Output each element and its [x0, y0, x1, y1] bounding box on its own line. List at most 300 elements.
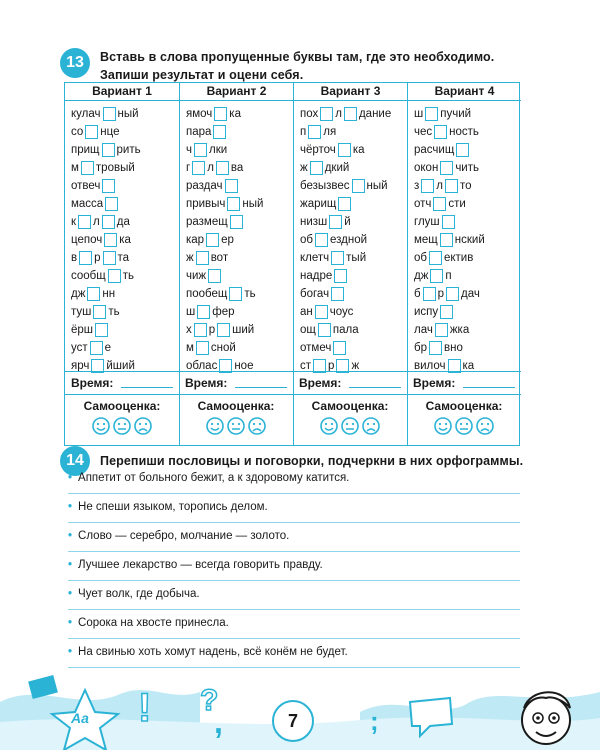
writing-line[interactable] — [68, 580, 520, 581]
word-fragment: ш — [186, 306, 196, 318]
word-fragment: в — [71, 252, 78, 264]
time-label: Время: — [71, 376, 114, 390]
word-fragment: дкий — [324, 162, 350, 174]
word-item — [186, 321, 293, 339]
word-item — [414, 159, 521, 177]
word-fragment: вот — [210, 252, 229, 264]
smiley-faces — [407, 417, 521, 435]
word-fragment: ж — [186, 252, 194, 264]
proverb-text: Чует волк, где добыча. — [78, 588, 200, 600]
time-input-line[interactable] — [349, 378, 401, 388]
letter-box[interactable] — [81, 161, 94, 175]
word-item — [414, 195, 521, 213]
time-row — [407, 371, 521, 395]
word-fragment: цепоч — [71, 234, 103, 246]
word-fragment: дж — [414, 270, 429, 282]
time-label: Время: — [413, 376, 456, 390]
word-fragment: п — [300, 126, 307, 138]
word-fragment: то — [460, 180, 472, 192]
word-fragment: дание — [358, 108, 392, 120]
neutral-face-icon[interactable] — [455, 417, 473, 435]
smiley-faces — [65, 417, 179, 435]
word-fragment: ть — [108, 306, 120, 318]
word-fragment: жарищ — [300, 198, 337, 210]
letter-box[interactable] — [104, 233, 117, 247]
time-input-line[interactable] — [463, 378, 515, 388]
writing-line[interactable] — [68, 609, 520, 610]
time-row — [293, 371, 407, 395]
letter-box[interactable] — [230, 215, 243, 229]
letter-box[interactable] — [229, 287, 242, 301]
time-row — [65, 371, 179, 395]
word-fragment: испу — [414, 306, 439, 318]
word-fragment: сной — [210, 342, 236, 354]
word-fragment: ч — [186, 144, 192, 156]
word-item — [186, 303, 293, 321]
word-item — [186, 105, 293, 123]
word-item — [186, 159, 293, 177]
task-13-line-1: Вставь в слова пропущенные буквы там, где это необходимо. — [100, 50, 495, 64]
word-fragment: тый — [346, 252, 367, 264]
word-fragment: ля — [323, 126, 337, 138]
word-item — [300, 159, 407, 177]
proverb-item — [68, 617, 229, 629]
word-fragment: об — [300, 234, 313, 246]
letter-box[interactable] — [318, 323, 331, 337]
word-item — [414, 249, 521, 267]
letter-box[interactable] — [434, 125, 447, 139]
word-fragment: уст — [71, 342, 88, 354]
word-fragment: ть — [244, 288, 256, 300]
smiley-faces — [293, 417, 407, 435]
page-number: 7 — [272, 700, 314, 742]
proverb-text: Сорока на хвосте принесла. — [78, 617, 229, 629]
word-fragment: ж — [300, 162, 308, 174]
word-fragment: безызвес — [300, 180, 350, 192]
word-item — [300, 105, 407, 123]
word-fragment: ный — [366, 180, 388, 192]
time-label: Время: — [299, 376, 342, 390]
letter-box[interactable] — [315, 305, 328, 319]
word-item — [300, 213, 407, 231]
bullet-icon: • — [68, 501, 73, 513]
letter-box[interactable] — [440, 305, 453, 319]
word-item — [414, 231, 521, 249]
word-item — [414, 123, 521, 141]
bullet-icon: • — [68, 588, 73, 600]
letter-box[interactable] — [331, 287, 344, 301]
word-item — [71, 177, 179, 195]
word-item — [414, 303, 521, 321]
word-fragment: нце — [100, 126, 120, 138]
word-fragment: ощ — [300, 324, 316, 336]
word-fragment: бр — [414, 342, 427, 354]
word-fragment: вилоч — [414, 360, 446, 372]
letter-box[interactable] — [192, 161, 205, 175]
word-item — [71, 249, 179, 267]
letter-box[interactable] — [213, 125, 226, 139]
word-fragment: об — [414, 252, 427, 264]
word-item — [300, 123, 407, 141]
word-fragment: г — [186, 162, 191, 174]
letter-box[interactable] — [456, 143, 469, 157]
word-fragment: ездной — [329, 234, 368, 246]
letter-box[interactable] — [102, 215, 115, 229]
self-assessment — [407, 399, 521, 435]
word-fragment: та — [117, 252, 130, 264]
word-item — [71, 231, 179, 249]
word-list — [180, 101, 293, 375]
letter-box[interactable] — [87, 287, 100, 301]
letter-box[interactable] — [425, 107, 438, 121]
variant-title: Вариант 3 — [294, 83, 407, 101]
word-fragment: х — [186, 324, 192, 336]
letter-box[interactable] — [78, 215, 91, 229]
letter-box[interactable] — [423, 287, 436, 301]
word-fragment: ший — [232, 324, 255, 336]
self-assessment — [65, 399, 179, 435]
bullet-icon: • — [68, 530, 73, 542]
neutral-face-icon[interactable] — [227, 417, 245, 435]
proverb-text: Слово — серебро, молчание — золото. — [78, 530, 290, 542]
word-fragment: нский — [454, 234, 485, 246]
writing-line[interactable] — [68, 667, 520, 668]
footer-semicolon: ; — [370, 706, 379, 736]
time-input-line[interactable] — [235, 378, 287, 388]
word-item — [186, 249, 293, 267]
word-item — [300, 285, 407, 303]
word-item — [186, 123, 293, 141]
word-fragment: окон — [414, 162, 439, 174]
time-label: Время: — [185, 376, 228, 390]
happy-face-icon[interactable] — [320, 417, 338, 435]
letter-box[interactable] — [308, 125, 321, 139]
letter-box[interactable] — [90, 341, 103, 355]
word-fragment: лач — [414, 324, 433, 336]
letter-box[interactable] — [315, 233, 328, 247]
word-item — [71, 141, 179, 159]
word-fragment: ярч — [71, 360, 90, 372]
bullet-icon: • — [68, 646, 73, 658]
word-fragment: отч — [414, 198, 432, 210]
neutral-face-icon[interactable] — [341, 417, 359, 435]
writing-line[interactable] — [68, 522, 520, 523]
word-fragment: отмеч — [300, 342, 332, 354]
word-fragment: р — [328, 360, 335, 372]
letter-box[interactable] — [108, 269, 121, 283]
word-item — [186, 231, 293, 249]
word-fragment: фер — [212, 306, 235, 318]
word-item — [71, 321, 179, 339]
letter-box[interactable] — [225, 179, 238, 193]
word-fragment: л — [207, 162, 214, 174]
letter-box[interactable] — [103, 251, 116, 265]
proverb-item — [68, 501, 268, 513]
letter-box[interactable] — [102, 179, 115, 193]
letter-box[interactable] — [214, 107, 227, 121]
letter-box[interactable] — [338, 197, 351, 211]
happy-face-icon[interactable] — [434, 417, 452, 435]
word-fragment: мещ — [414, 234, 438, 246]
word-fragment: р — [94, 252, 101, 264]
letter-box[interactable] — [194, 143, 207, 157]
word-fragment: к — [71, 216, 77, 228]
letter-box[interactable] — [217, 323, 230, 337]
word-fragment: й — [344, 216, 351, 228]
self-assessment-label: Самооценка: — [83, 399, 161, 413]
word-fragment: ер — [221, 234, 234, 246]
word-item — [71, 195, 179, 213]
word-fragment: расчищ — [414, 144, 455, 156]
letter-box[interactable] — [196, 341, 209, 355]
letter-box[interactable] — [445, 179, 458, 193]
word-fragment: привыч — [186, 198, 226, 210]
letter-box[interactable] — [329, 215, 342, 229]
letter-box[interactable] — [206, 233, 219, 247]
word-fragment: пала — [332, 324, 359, 336]
writing-line[interactable] — [68, 551, 520, 552]
letter-box[interactable] — [197, 305, 210, 319]
word-fragment: ть — [122, 270, 134, 282]
word-fragment: л — [436, 180, 443, 192]
word-item — [71, 285, 179, 303]
word-item — [71, 339, 179, 357]
word-fragment: ш — [414, 108, 424, 120]
letter-box[interactable] — [433, 197, 446, 211]
letter-box[interactable] — [430, 269, 443, 283]
word-fragment: лки — [209, 144, 228, 156]
word-item — [186, 195, 293, 213]
word-fragment: клетч — [300, 252, 330, 264]
bullet-icon: • — [68, 617, 73, 629]
word-list — [65, 101, 179, 375]
letter-box[interactable] — [338, 143, 351, 157]
proverb-text: На свинью хоть хомут надень, всё конём не будет. — [78, 646, 348, 658]
letter-box[interactable] — [446, 287, 459, 301]
word-fragment: йший — [106, 360, 135, 372]
task-13-line-2: Запиши результат и оцени себя. — [100, 68, 304, 82]
sad-face-icon[interactable] — [476, 417, 494, 435]
word-fragment: п — [445, 270, 452, 282]
word-fragment: л — [93, 216, 100, 228]
word-fragment: дач — [461, 288, 480, 300]
bullet-icon: • — [68, 472, 73, 484]
word-fragment: глуш — [414, 216, 440, 228]
word-fragment: пох — [300, 108, 319, 120]
variant-title: Вариант 4 — [408, 83, 521, 101]
variants-table — [64, 82, 520, 446]
word-item — [414, 177, 521, 195]
word-fragment: ва — [230, 162, 244, 174]
bullet-icon: • — [68, 559, 73, 571]
word-fragment: чиж — [186, 270, 207, 282]
word-item — [300, 267, 407, 285]
happy-face-icon[interactable] — [206, 417, 224, 435]
word-fragment: ка — [462, 360, 475, 372]
letter-box[interactable] — [344, 107, 357, 121]
happy-face-icon[interactable] — [92, 417, 110, 435]
proverb-text: Аппетит от больного бежит, а к здоровому катится. — [78, 472, 350, 484]
letter-box[interactable] — [227, 197, 240, 211]
letter-box[interactable] — [95, 323, 108, 337]
word-fragment: дж — [71, 288, 86, 300]
sad-face-icon[interactable] — [248, 417, 266, 435]
word-item — [71, 267, 179, 285]
word-fragment: туш — [71, 306, 92, 318]
letter-box[interactable] — [429, 251, 442, 265]
word-item — [414, 105, 521, 123]
letter-box[interactable] — [103, 107, 116, 121]
word-fragment: пообещ — [186, 288, 228, 300]
word-fragment: ность — [449, 126, 479, 138]
word-item — [71, 105, 179, 123]
word-fragment: м — [186, 342, 194, 354]
word-item — [186, 285, 293, 303]
word-item — [71, 123, 179, 141]
task-13-instructions — [100, 48, 494, 84]
word-item — [300, 141, 407, 159]
word-fragment: раздач — [186, 180, 223, 192]
time-input-line[interactable] — [121, 378, 173, 388]
proverb-item — [68, 559, 323, 571]
word-item — [186, 339, 293, 357]
self-assessment — [293, 399, 407, 435]
word-fragment: тровый — [95, 162, 135, 174]
letter-box[interactable] — [79, 251, 92, 265]
word-item — [186, 141, 293, 159]
letter-box[interactable] — [435, 323, 448, 337]
proverb-text: Не спеши языком, торопись делом. — [78, 501, 268, 513]
letter-box[interactable] — [196, 251, 209, 265]
word-fragment: р — [437, 288, 444, 300]
word-fragment: нн — [102, 288, 116, 300]
word-fragment: жка — [449, 324, 470, 336]
smiley-faces — [179, 417, 293, 435]
word-fragment: м — [71, 162, 79, 174]
letter-box[interactable] — [442, 215, 455, 229]
task-14-instructions: Перепиши пословицы и поговорки, подчеркни в них орфограммы. — [100, 454, 524, 468]
letter-box[interactable] — [421, 179, 434, 193]
variant-title: Вариант 1 — [65, 83, 179, 101]
word-fragment: облас — [186, 360, 218, 372]
word-fragment: ный — [117, 108, 139, 120]
word-item — [71, 303, 179, 321]
word-item — [300, 195, 407, 213]
word-item — [71, 159, 179, 177]
letter-box[interactable] — [440, 233, 453, 247]
letter-box[interactable] — [93, 305, 106, 319]
word-fragment: низш — [300, 216, 328, 228]
writing-line[interactable] — [68, 493, 520, 494]
word-fragment: ж — [351, 360, 360, 372]
footer-question: ? — [200, 684, 219, 717]
task-13-number: 13 — [60, 48, 90, 78]
word-fragment: чоус — [329, 306, 354, 318]
footer-exclamation: ! — [138, 686, 152, 730]
self-assessment-label: Самооценка: — [425, 399, 503, 413]
word-item — [300, 303, 407, 321]
letter-box[interactable] — [310, 161, 323, 175]
task-13-header — [60, 48, 494, 84]
letter-box[interactable] — [320, 107, 333, 121]
word-item — [300, 249, 407, 267]
word-fragment: размещ — [186, 216, 228, 228]
word-item — [186, 267, 293, 285]
letter-box[interactable] — [105, 197, 118, 211]
letter-box[interactable] — [333, 341, 346, 355]
word-fragment: отвеч — [71, 180, 101, 192]
proverb-item — [68, 588, 200, 600]
word-list — [408, 101, 521, 375]
word-fragment: сообщ — [71, 270, 106, 282]
boy-character — [522, 692, 570, 744]
letter-box[interactable] — [208, 269, 221, 283]
word-fragment: б — [414, 288, 421, 300]
word-fragment: рить — [116, 144, 141, 156]
word-fragment: з — [414, 180, 420, 192]
sad-face-icon[interactable] — [362, 417, 380, 435]
footer-comma: , — [214, 704, 223, 740]
word-fragment: чёрточ — [300, 144, 336, 156]
word-fragment: ка — [229, 108, 241, 120]
word-fragment: пучий — [440, 108, 472, 120]
self-assessment-label: Самооценка: — [197, 399, 275, 413]
self-assessment — [179, 399, 293, 435]
word-fragment: ка — [119, 234, 131, 246]
letter-box[interactable] — [440, 161, 453, 175]
letter-box[interactable] — [194, 323, 207, 337]
word-fragment: ный — [242, 198, 264, 210]
letter-box[interactable] — [216, 161, 229, 175]
word-fragment: ан — [300, 306, 313, 318]
letter-box[interactable] — [334, 269, 347, 283]
word-fragment: ёрш — [71, 324, 94, 336]
word-item — [300, 177, 407, 195]
word-fragment: прищ — [71, 144, 100, 156]
letter-box[interactable] — [102, 143, 115, 157]
word-fragment: ямоч — [186, 108, 213, 120]
word-fragment: л — [335, 108, 342, 120]
variant-title: Вариант 2 — [180, 83, 293, 101]
word-item — [414, 141, 521, 159]
word-fragment: надре — [300, 270, 333, 282]
word-item — [414, 285, 521, 303]
sad-face-icon[interactable] — [134, 417, 152, 435]
proverb-item — [68, 530, 289, 542]
time-row — [179, 371, 293, 395]
word-fragment: ектив — [443, 252, 474, 264]
proverb-text: Лучшее лекарство — всегда говорить правду. — [78, 559, 323, 571]
word-item — [414, 267, 521, 285]
word-fragment: со — [71, 126, 84, 138]
proverb-item — [68, 472, 349, 484]
word-item — [300, 321, 407, 339]
letter-box[interactable] — [352, 179, 365, 193]
letter-box[interactable] — [331, 251, 344, 265]
proverb-item — [68, 646, 348, 658]
letter-box[interactable] — [85, 125, 98, 139]
word-item — [414, 213, 521, 231]
word-fragment: кулач — [71, 108, 101, 120]
writing-line[interactable] — [68, 638, 520, 639]
footer-aa-label: Aa — [71, 710, 89, 726]
word-fragment: е — [104, 342, 112, 354]
letter-box[interactable] — [429, 341, 442, 355]
word-fragment: чес — [414, 126, 433, 138]
neutral-face-icon[interactable] — [113, 417, 131, 435]
word-fragment: сти — [448, 198, 466, 210]
word-fragment: кар — [186, 234, 205, 246]
